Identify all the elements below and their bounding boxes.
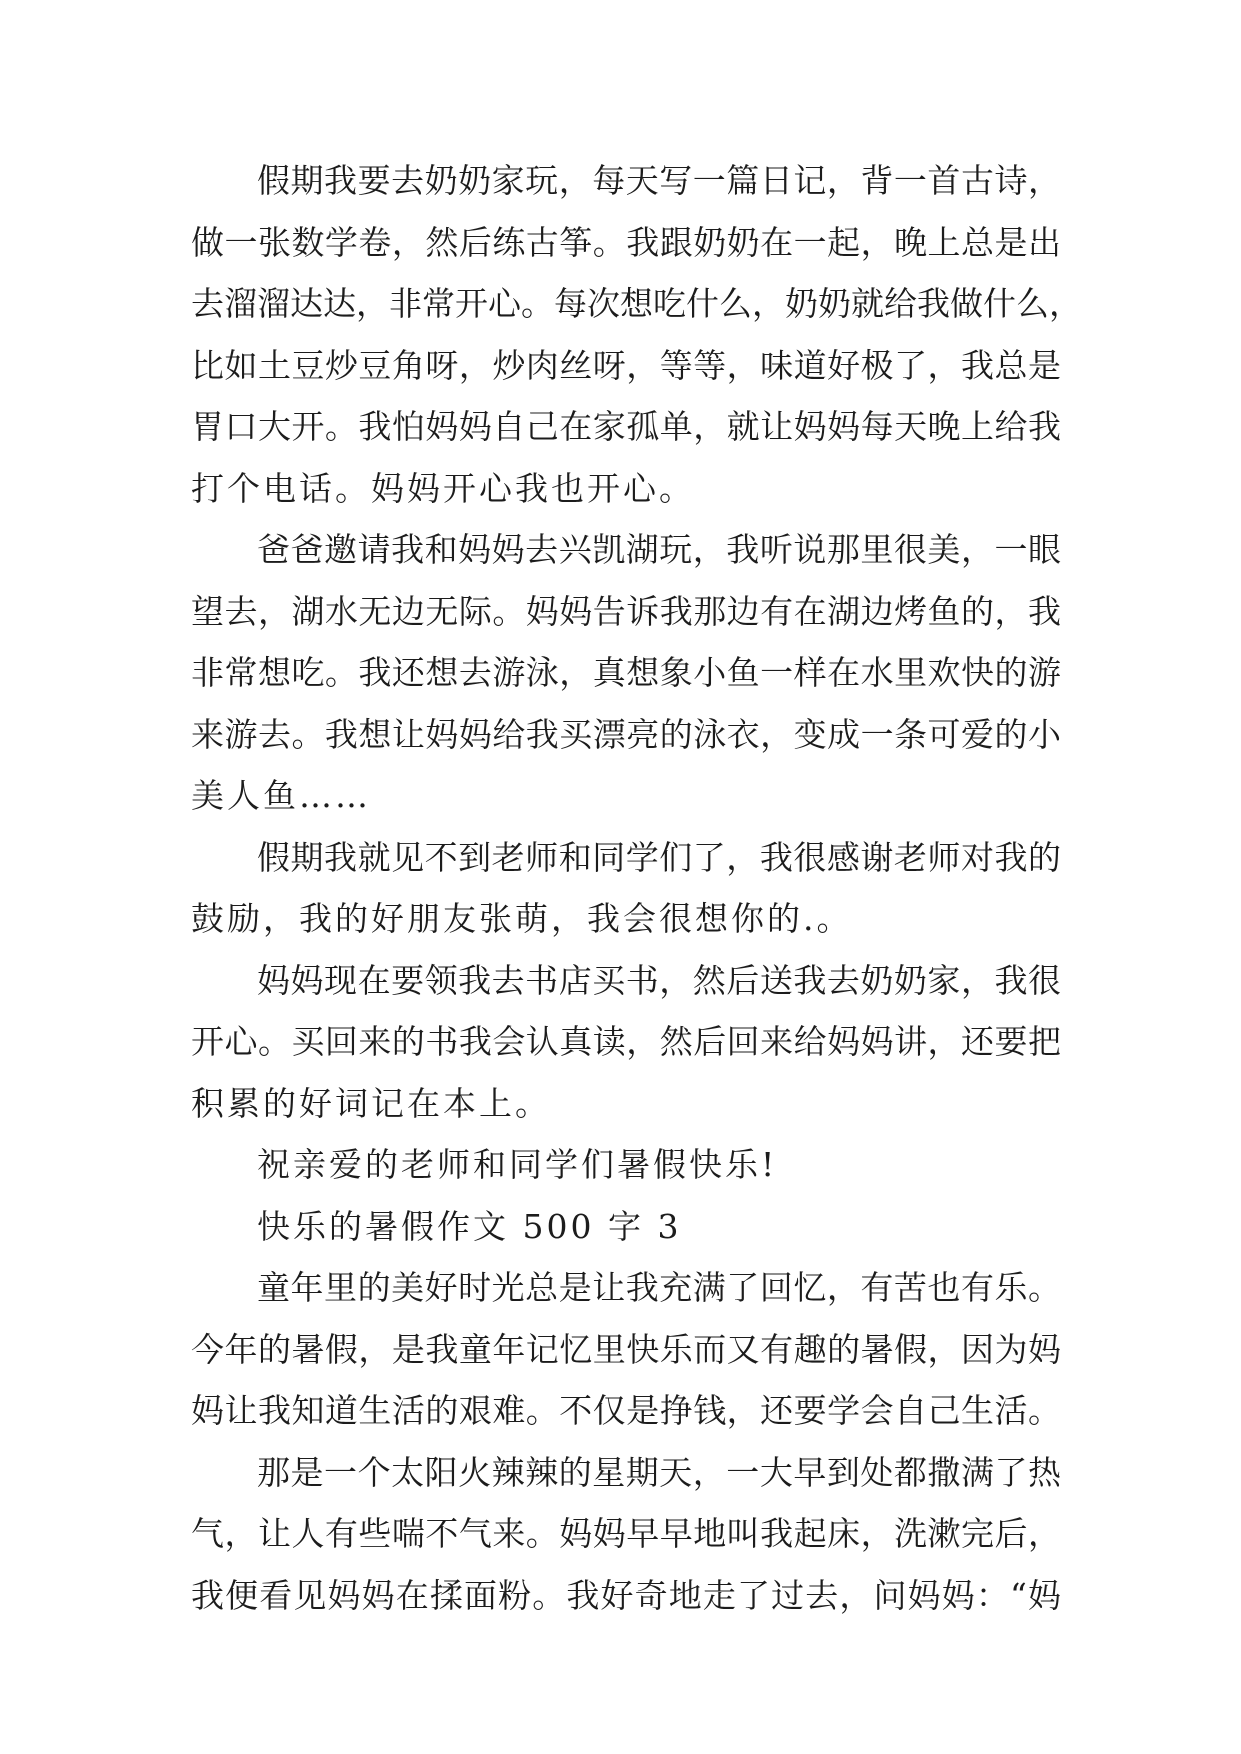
text-line: 童年里的美好时光总是让我充满了回忆，有苦也有乐。: [257, 1268, 1061, 1307]
text-line: 假期我就见不到老师和同学们了，我很感谢老师对我的: [257, 837, 1061, 877]
article-body: [191, 150, 1082, 1626]
text-line: 来游去。我想让妈妈给我买漂亮的泳衣，变成一条可爱的小: [191, 714, 1061, 754]
text-line: 去溜溜达达，非常开心。每次想吃什么，奶奶就给我做什么，: [191, 284, 1082, 323]
text-line: 妈妈现在要领我去书店买书，然后送我去奶奶家，我很: [257, 960, 1061, 1000]
text-line: 做一张数学卷，然后练古筝。我跟奶奶在一起，晚上总是出: [191, 222, 1061, 262]
text-line: 假期我要去奶奶家玩，每天写一篇日记，背一首古诗，: [257, 161, 1061, 200]
text-line: 非常想吃。我还想去游泳，真想象小鱼一样在水里欢快的游: [191, 653, 1061, 692]
text-line: 那是一个太阳火辣辣的星期天，一大早到处都撒满了热: [257, 1452, 1061, 1492]
text-line: 积累的好词记在本上。: [191, 1083, 551, 1123]
text-line: 比如土豆炒豆角呀，炒肉丝呀，等等，味道好极了，我总是: [191, 345, 1061, 385]
text-line: 爸爸邀请我和妈妈去兴凯湖玩，我听说那里很美，一眼: [257, 530, 1061, 569]
text-line: 望去，湖水无边无际。妈妈告诉我那边有在湖边烤鱼的，我: [191, 591, 1061, 631]
text-line: 打个电话。妈妈开心我也开心。: [191, 468, 695, 508]
text-line: 妈让我知道生活的艰难。不仅是挣钱，还要学会自己生活。: [191, 1391, 1061, 1430]
document-page: [191, 150, 1082, 1626]
text-line: 我便看见妈妈在揉面粉。我好奇地走了过去，问妈妈：“妈: [191, 1575, 1061, 1615]
text-line: 鼓励，我的好朋友张萌，我会很想你的.。: [191, 899, 853, 938]
text-line: 气，让人有些喘不气来。妈妈早早地叫我起床，洗漱完后，: [191, 1514, 1061, 1553]
text-line: 美人鱼……: [191, 776, 371, 815]
text-line: 快乐的暑假作文 500 字 3: [257, 1206, 682, 1246]
text-line: 祝亲爱的老师和同学们暑假快乐!: [257, 1145, 778, 1184]
text-line: 胃口大开。我怕妈妈自己在家孤单，就让妈妈每天晚上给我: [191, 407, 1061, 446]
text-line: 今年的暑假，是我童年记忆里快乐而又有趣的暑假，因为妈: [191, 1329, 1061, 1369]
text-line: 开心。买回来的书我会认真读，然后回来给妈妈讲，还要把: [191, 1022, 1061, 1061]
